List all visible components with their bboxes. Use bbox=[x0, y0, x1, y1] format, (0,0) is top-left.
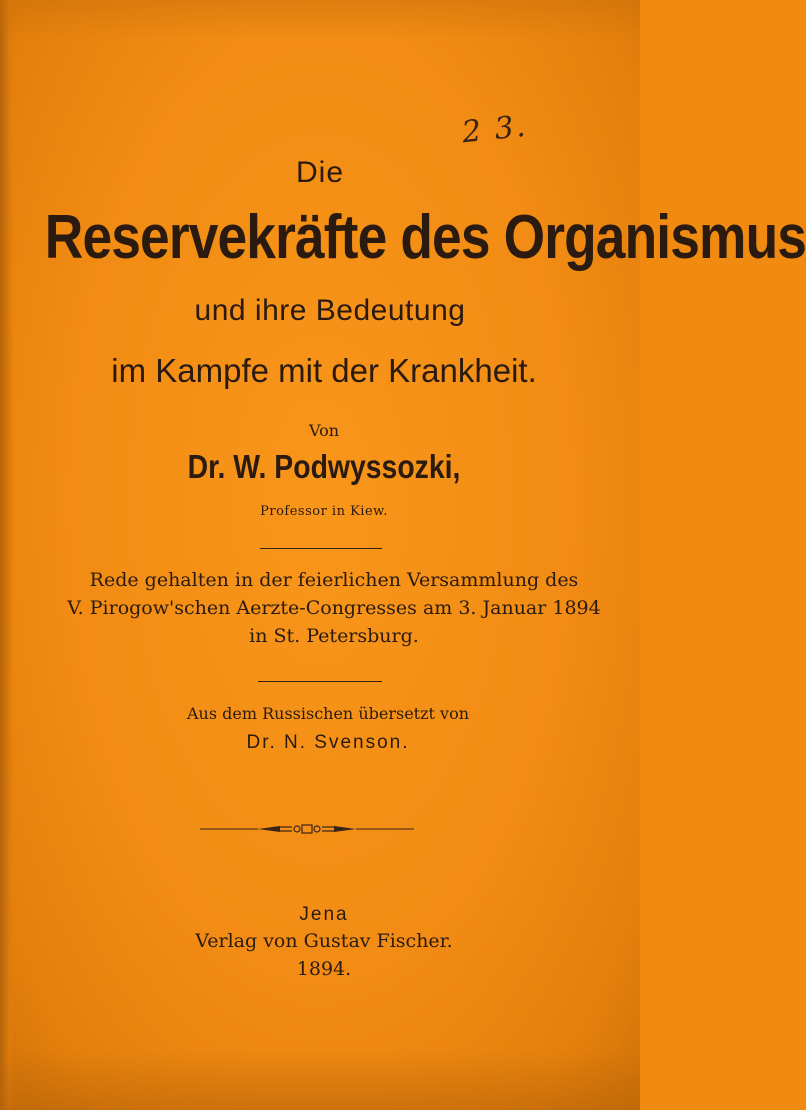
occasion-line-2: V. Pirogow'schen Aerzte-Congresses am 3. Januar 1894 bbox=[67, 597, 601, 619]
by-label: Von bbox=[308, 421, 340, 440]
occasion-line-3: in St. Petersburg. bbox=[249, 625, 419, 647]
publication-place: Jena bbox=[299, 904, 349, 925]
translation-note: Aus dem Russischen übersetzt von bbox=[186, 704, 470, 723]
subtitle-line-2: im Kampfe mit der Krankheit. bbox=[111, 352, 537, 389]
author-position: Professor in Kiew. bbox=[260, 504, 388, 519]
subtitle-line-1: und ihre Bedeutung bbox=[194, 294, 466, 327]
main-title: Reservekräfte des Organismus bbox=[44, 203, 806, 272]
divider-rule-2 bbox=[258, 681, 382, 682]
page-edge-shadow-top bbox=[0, 0, 640, 40]
publication-year: 1894. bbox=[296, 958, 352, 980]
printer-ornament bbox=[200, 822, 414, 836]
title-article: Die bbox=[295, 156, 344, 189]
handwritten-shelfmark: 2 3. bbox=[460, 108, 529, 151]
page-edge-shadow-bottom bbox=[0, 1050, 640, 1110]
divider-rule-1 bbox=[260, 548, 382, 549]
publisher: Verlag von Gustav Fischer. bbox=[195, 930, 453, 952]
author-name: Dr. W. Podwyssozki, bbox=[187, 448, 461, 485]
occasion-line-1: Rede gehalten in der feierlichen Versammlung des bbox=[89, 569, 579, 591]
translator-name: Dr. N. Svenson. bbox=[246, 732, 410, 753]
occasion-text bbox=[14, 566, 654, 650]
